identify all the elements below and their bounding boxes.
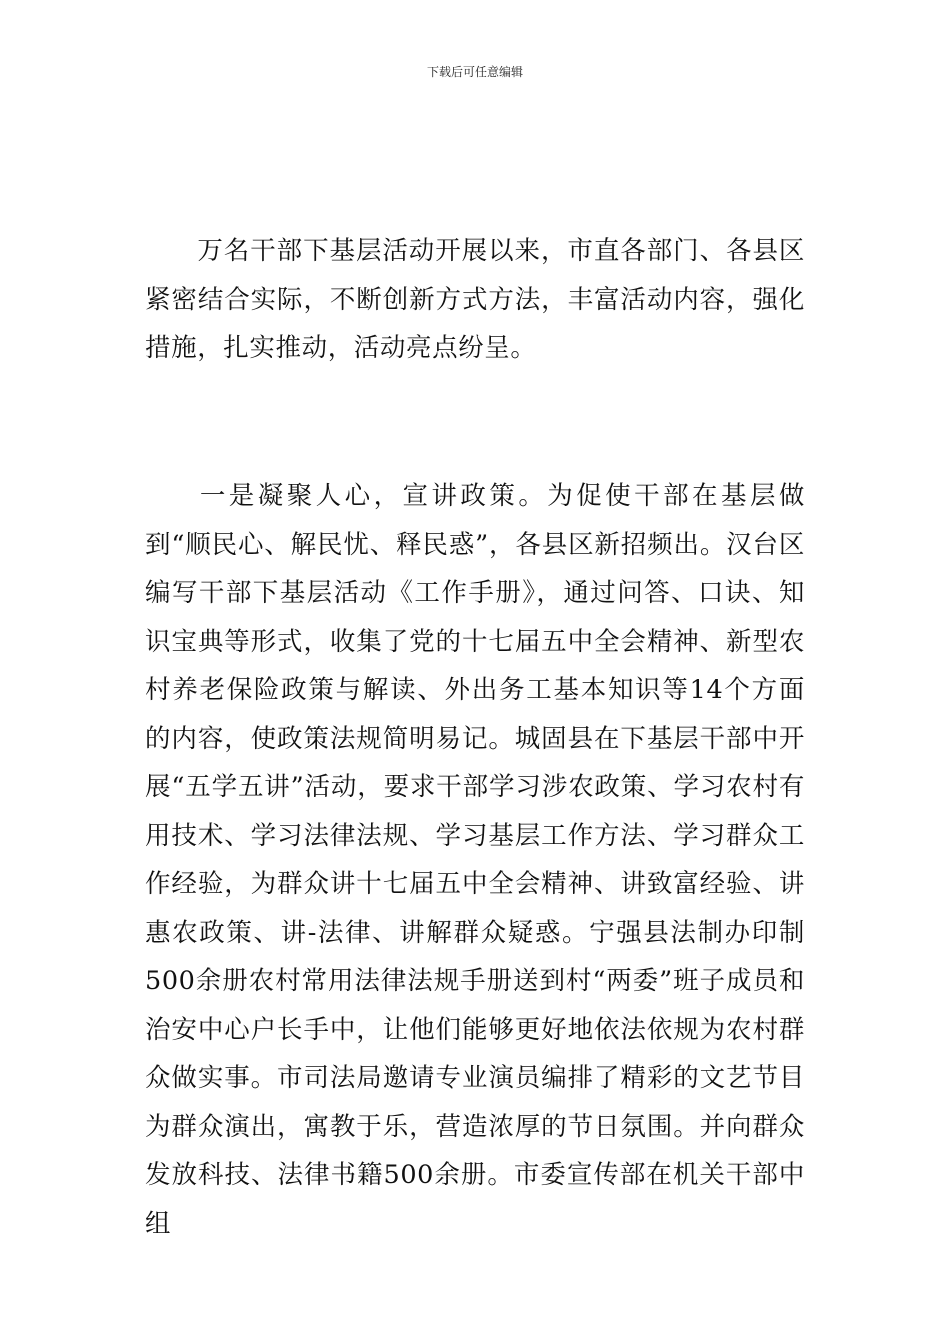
paragraph-policy-text: 一是凝聚人心，宣讲政策。为促使干部在基层做到“顺民心、解民忧、释民惑”，各县区新招频出。汉台区编写干部下基层活动《工作手册》，通过问答、口诀、知识宝典等形式，收集了党的十七届五中全会精神、新型农村养老保险政策与解读、外出务工基本知识等14个方面的内容，使政策法规简明易记。城固县在下基层干部中开展“五学五讲”活动，要求干部学习涉农政策、学习农村有用技术、学习法律法规、学习基层工作方法、学习群众工作经验，为群众讲十七届五中全会精神、讲致富经验、讲惠农政策、讲-法律、讲解群众疑惑。宁强县法制办印制500余册农村常用法律法规手册送到村“两委”班子成员和治安中心户长手中，让他们能够更好地依法依规为农村群众做实事。市司法局邀请专业演员编排了精彩的文艺节目为群众演出，寓教于乐，营造浓厚的节日氛围。并向群众发放科技、法律书籍500余册。市委宣传部在机关干部中组	[145, 481, 805, 1239]
paragraph-policy	[145, 472, 805, 1248]
paragraph-intro-text: 万名干部下基层活动开展以来，市直各部门、各县区紧密结合实际，不断创新方式方法，丰富活动内容，强化措施，扎实推动，活动亮点纷呈。	[145, 236, 805, 363]
header-note: 下载后可任意编辑	[426, 65, 523, 79]
paragraph-intro	[145, 227, 805, 373]
